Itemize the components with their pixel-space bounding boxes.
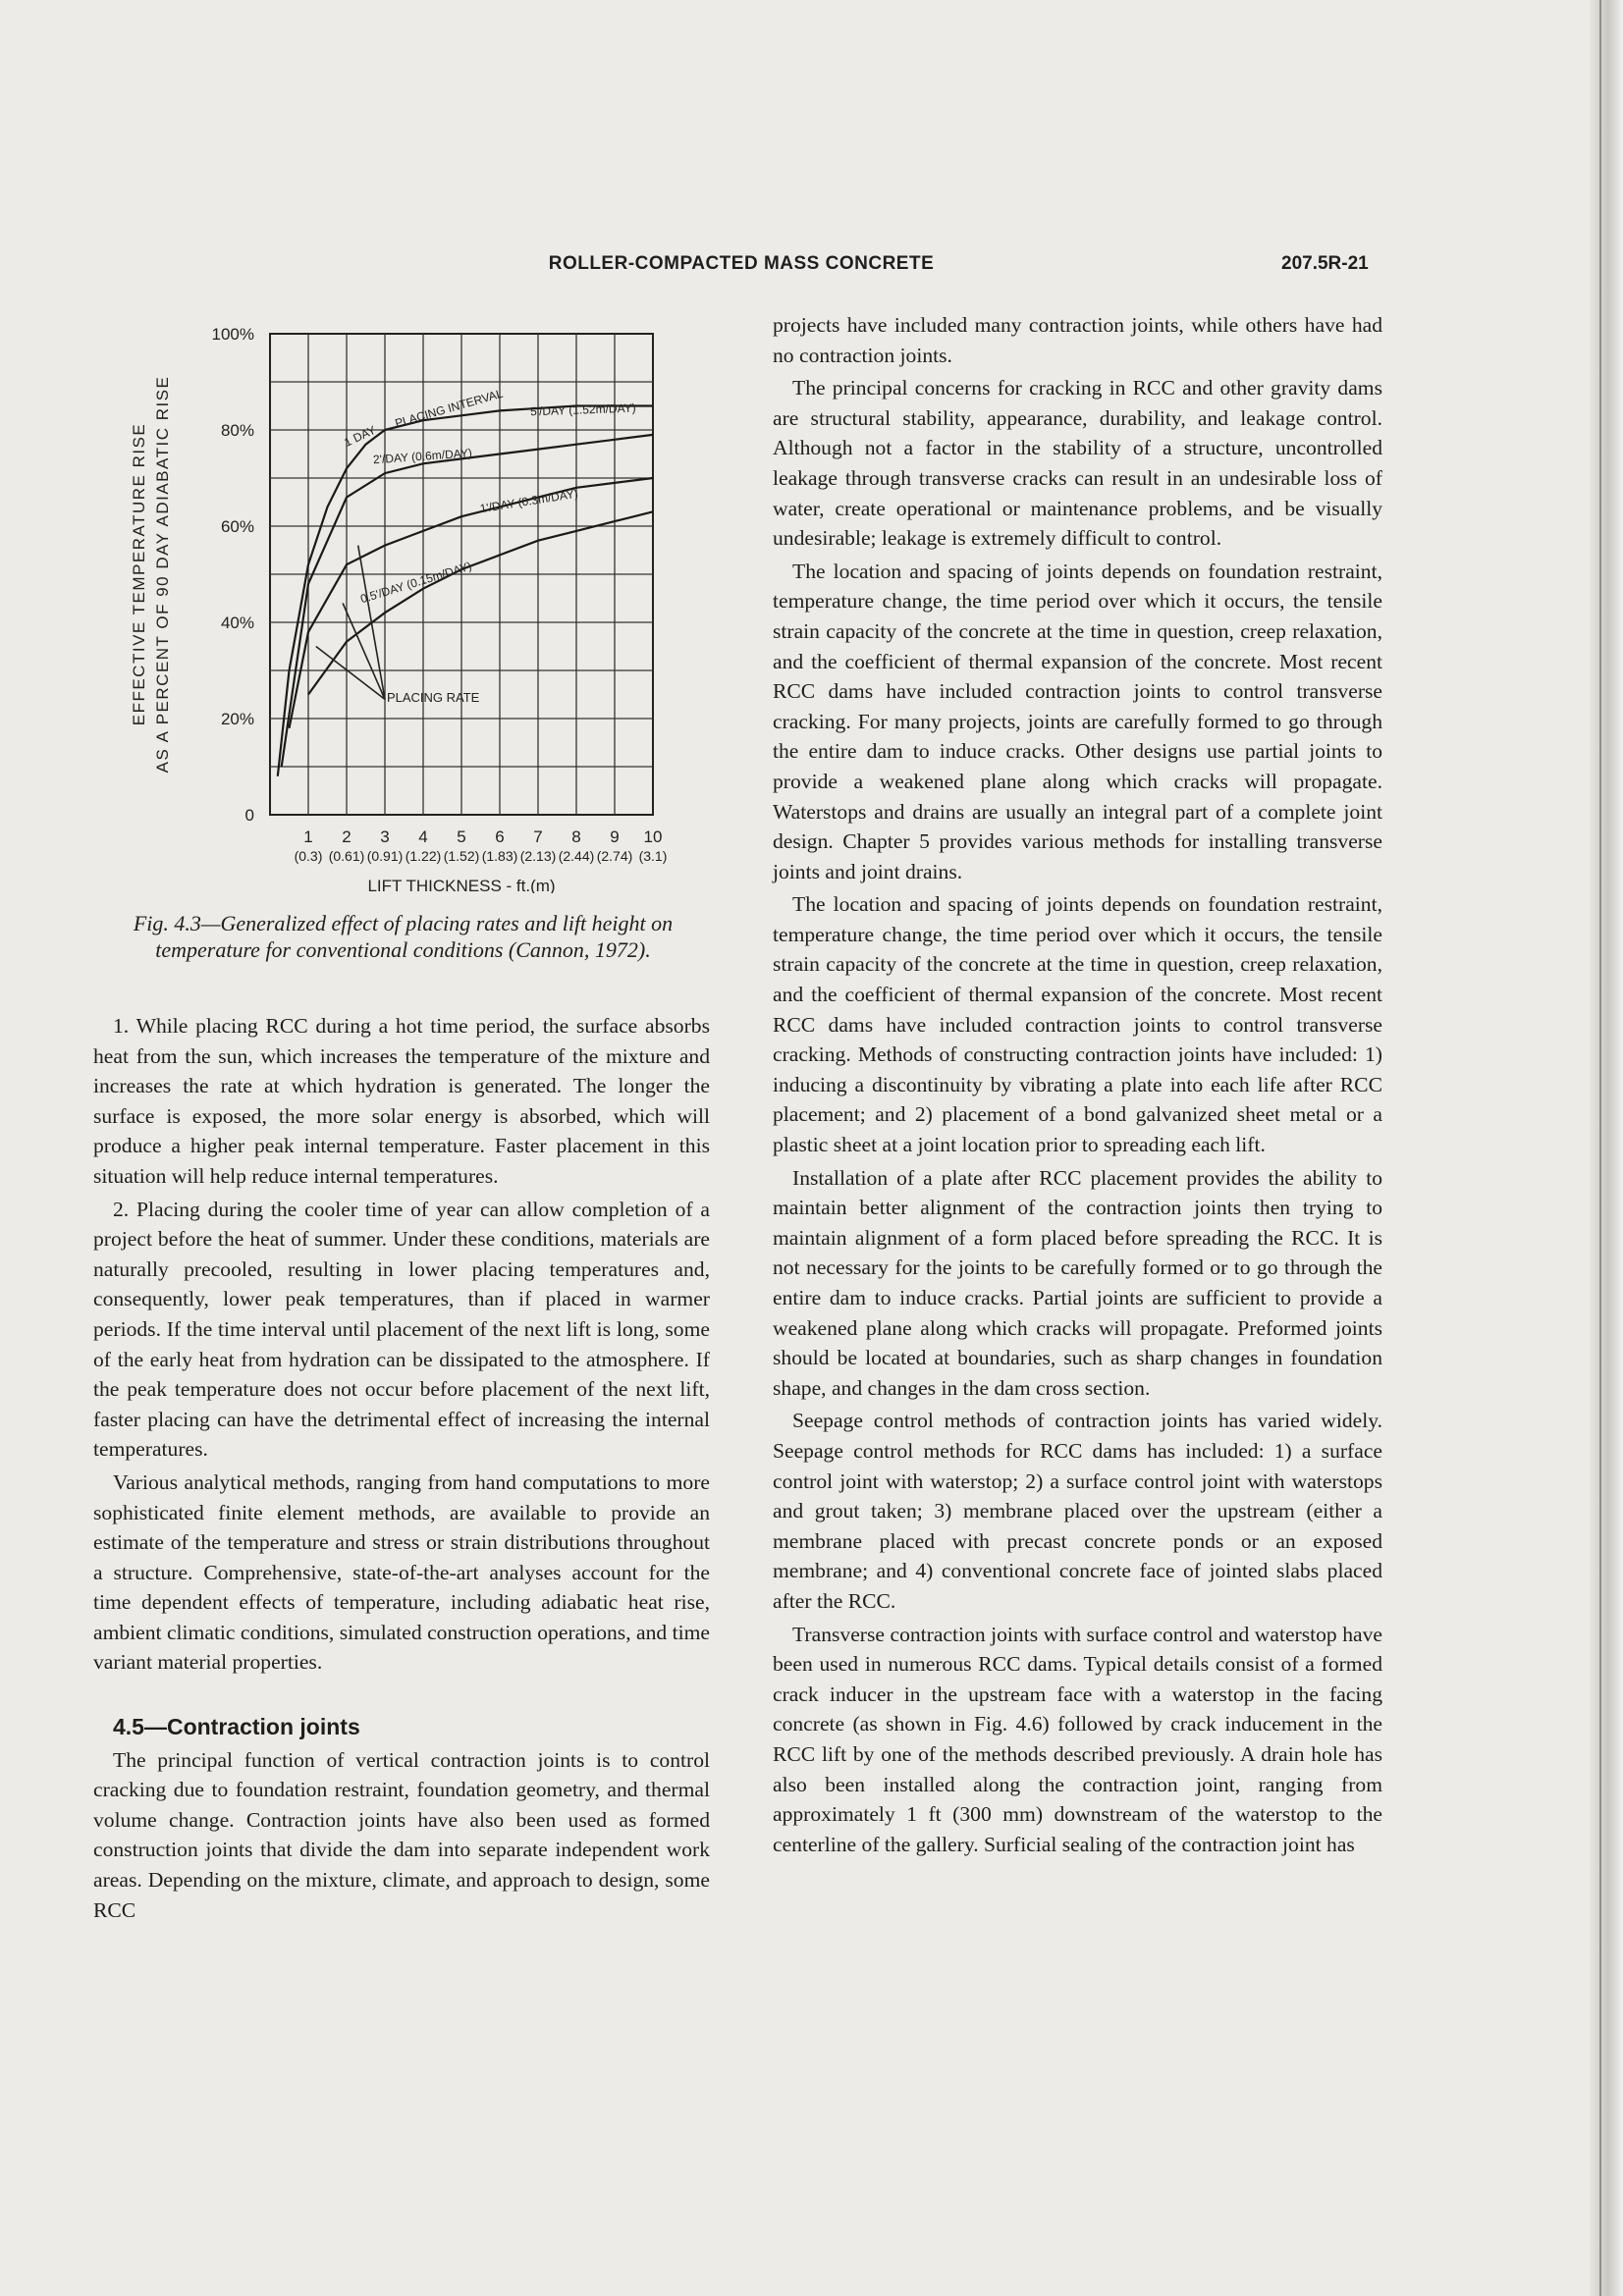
chart-series — [278, 406, 653, 776]
x-axis-label: LIFT THICKNESS - ft.(m) — [367, 877, 556, 893]
curve-label: 1 DAY — [342, 422, 378, 450]
curve-label: 2'/DAY (0.6m/DAY) — [372, 446, 473, 467]
x-tick-metric-label: (0.3) — [294, 848, 323, 864]
x-tick-label: 3 — [380, 828, 390, 846]
right-column — [773, 310, 1382, 1862]
y-tick-label: 80% — [220, 421, 254, 440]
x-tick-metric-label: (3.1) — [638, 848, 668, 864]
x-tick-metric-label: (2.44) — [558, 848, 595, 864]
paragraph: The location and spacing of joints depends on foundation restraint, temperature change, the time period over which it occurs, the tensile strain capacity of the concrete at the time in question, creep relaxation, and the coefficient of thermal expansion of the concrete. Most recent RCC dams have included contraction joints to control transverse cracking. For many projects, joints are carefully formed to go through the entire dam to induce cracks. Other designs use partial joints to provide a weakened plane along which cracks will propagate. Waterstops and drains are usually an integral part of a complete joint design. Chapter 5 provides various methods for installing transverse joints and joint drains. — [773, 559, 1382, 883]
x-tick-metric-label: (1.52) — [443, 848, 480, 864]
x-tick-metric-label: (0.91) — [366, 848, 404, 864]
paragraph: Transverse contraction joints with surface control and waterstop have been used in numerous RCC dams. Typical details consist of a formed crack inducer in the upstream face with a waterstop in the facing concrete (as shown in Fig. 4.6) followed by crack inducement in the RCC lift by one of the methods described previously. A drain hole has also been installed along the contraction joint, ranging from approximately 1 ft (300 mm) downstream of the waterstop to the centerline of the gallery. Surficial sealing of the contraction joint has — [773, 1622, 1382, 1856]
y-tick-label: 40% — [220, 614, 254, 632]
placing-rate-label: PLACING RATE — [386, 689, 480, 705]
figure-caption-text: —Generalized effect of placing rates and lift height on temperature for conventional conditions (Cannon, 1972). — [155, 911, 674, 962]
curve-label: 1'/DAY (0.3m/DAY) — [478, 486, 579, 516]
x-tick-label: 1 — [303, 828, 313, 846]
curve-labels — [342, 401, 636, 607]
y-tick-label: 60% — [220, 517, 254, 536]
x-tick-label: 6 — [495, 828, 505, 846]
page-number: 207.5R-21 — [1281, 253, 1369, 274]
curve-label: 5'/DAY (1.52m/DAY) — [529, 400, 636, 419]
y-axis-label-line-1: EFFECTIVE TEMPERATURE RISE — [130, 422, 148, 726]
paragraph: The principal concerns for cracking in RCC and other gravity dams are structural stability, appearance, durability, and leakage control. Although not a factor in the stability of a structure, uncontrolled leakage through transverse cracks can result in an undesirable loss of water, create operational or maintenance problems, and be visually undesirable; leakage is extremely difficult to control. — [773, 376, 1382, 551]
series-line — [308, 511, 653, 694]
page-edge-shadow — [1590, 0, 1623, 2296]
paragraph: Seepage control methods of contraction joints has varied widely. Seepage control methods for RCC dams has included: 1) a surface control joint with waterstop; 2) a surface control joint with waterstops and grout taken; 3) membrane placed over the upstream (either a membrane placed with precast concrete ponds or an exposed membrane; and 4) conventional concrete face of jointed slabs placed after the RCC. — [773, 1409, 1382, 1613]
figure-caption-label: Fig. 4.3 — [133, 911, 201, 935]
y-tick-label: 20% — [220, 710, 254, 728]
x-tick-label: 9 — [610, 828, 620, 846]
placing-interval-label: PLACING INTERVAL — [393, 386, 505, 431]
left-column — [93, 1011, 710, 1928]
x-tick-metric-label: (2.74) — [596, 848, 633, 864]
paragraph: 2. Placing during the cooler time of year can allow completion of a project before the heat of summer. Under these conditions, materials are naturally precooled, resulting in lower placing temperatures and, consequently, lower peak temperatures, than if placed in warmer periods. If the time interval until placement of the next lift is long, some of the early heat from hydration can be dissipated to the atmosphere. If the peak temperature does not occur before placement of the next lift, faster placing can have the detrimental effect of increasing the internal temperatures. — [93, 1197, 710, 1462]
paragraph: 1. While placing RCC during a hot time period, the surface absorbs heat from the sun, which increases the temperature of the mixture and increases the rate at which hydration is generated. The longer the surface is exposed, the more solar energy is absorbed, which will produce a higher peak internal temperature. Faster placement in this situation will help reduce internal temperatures. — [93, 1014, 710, 1188]
x-tick-label: 10 — [643, 828, 663, 846]
x-tick-metric-label: (1.22) — [405, 848, 442, 864]
x-tick-metric-label: (0.61) — [328, 848, 365, 864]
section-heading: 4.5—Contraction joints — [113, 1714, 360, 1740]
x-tick-metric-label: (2.13) — [519, 848, 557, 864]
figure-caption — [96, 910, 710, 963]
y-axis-label-line-2: AS A PERCENT OF 90 DAY ADIABATIC RISE — [153, 375, 172, 774]
arrow-line — [316, 647, 385, 700]
x-tick-label: 8 — [571, 828, 581, 846]
x-tick-label: 7 — [533, 828, 543, 846]
y-tick-label: 0 — [244, 806, 254, 825]
temperature-rise-chart — [93, 304, 712, 893]
running-head-title: ROLLER-COMPACTED MASS CONCRETE — [548, 253, 935, 274]
paragraph: Installation of a plate after RCC placement provides the ability to maintain better alignment of the contraction joints then trying to maintain alignment of a form placed before spreading the RCC. It is not necessary for the joints to be carefully formed or to go through the entire dam to induce cracks. Partial joints are sufficient to provide a weakened plane along which cracks will propagate. Preformed joints should be located at boundaries, such as sharp changes in foundation shape, and changes in the dam cross section. — [773, 1165, 1382, 1400]
x-tick-label: 2 — [342, 828, 352, 846]
x-tick-label: 4 — [418, 828, 428, 846]
figure-4-3 — [93, 304, 712, 893]
paragraph: Various analytical methods, ranging from hand computations to more sophisticated finite element methods, are available to provide an estimate of the temperature and stress or strain distributions throughout a structure. Comprehensive, state-of-the-art analyses account for the time dependent effects of temperature, including adiabatic heat rise, ambient climatic conditions, simulated construction operations, and time variant material properties. — [93, 1469, 710, 1675]
paragraph: The principal function of vertical contraction joints is to control cracking due to foundation restraint, foundation geometry, and thermal volume change. Contraction joints have also been used as formed construction joints that divide the dam into separate independent work areas. Depending on the mixture, climate, and approach to design, some RCC — [93, 1747, 710, 1922]
y-tick-label: 100% — [211, 325, 254, 344]
paragraph: The location and spacing of joints depends on foundation restraint, temperature change, the time period over which it occurs, the tensile strain capacity of the concrete at the time in question, creep relaxation, and the coefficient of thermal expansion of the concrete. Most recent RCC dams have included contraction joints to control transverse cracking. Methods of constructing contraction joints have included: 1) inducing a discontinuity by vibrating a plate into each life after RCC placement; and 2) placement of a bond galvanized sheet metal or a plastic sheet at a joint location prior to spreading each lift. — [773, 892, 1382, 1157]
x-tick-label: 5 — [457, 828, 466, 846]
x-tick-metric-label: (1.83) — [481, 848, 518, 864]
curve-label: 0.5'/DAY (0.15m/DAY) — [358, 559, 474, 607]
paragraph-continuation: projects have included many contraction joints, while others have had no contraction joints. — [773, 313, 1382, 367]
page-edge-line — [1599, 0, 1601, 2296]
